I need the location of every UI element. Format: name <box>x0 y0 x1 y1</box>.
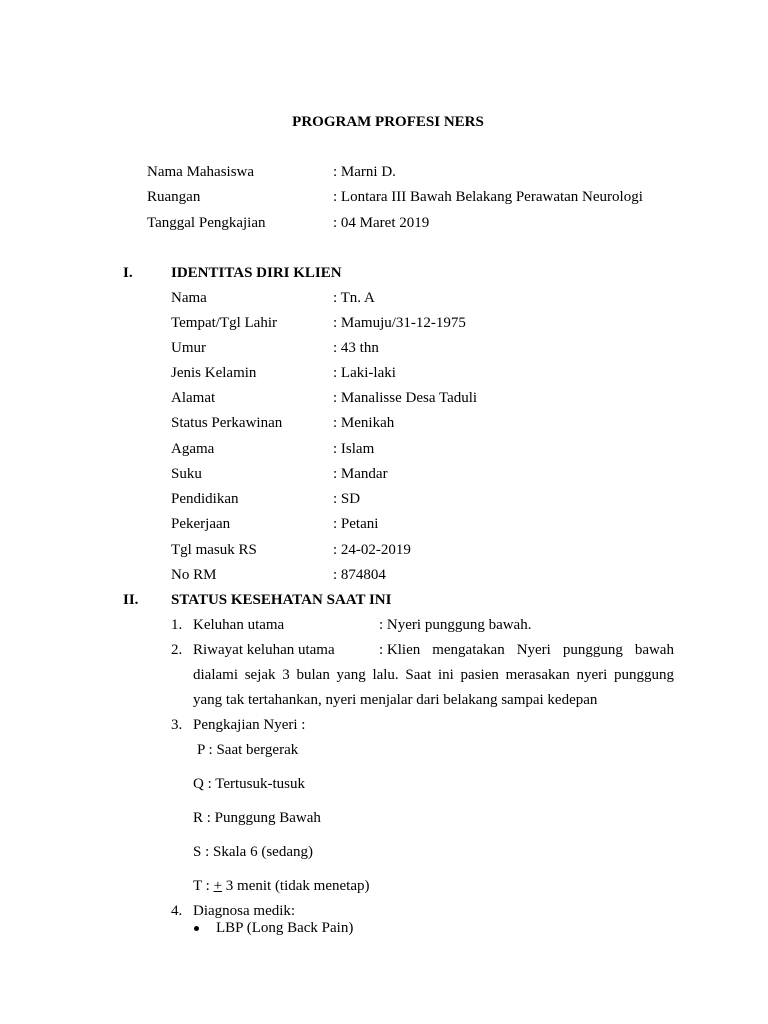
complaint-history-label: Riwayat keluhan utama <box>193 642 335 658</box>
student-name-label: Nama Mahasiswa <box>147 164 255 180</box>
identity-value: : SD <box>333 491 361 507</box>
pain-quality: Q : Tertusuk-tusuk <box>193 776 306 792</box>
pain-time-prefix: T : <box>193 878 214 894</box>
pain-time <box>193 877 369 895</box>
section-heading: IDENTITAS DIRI KLIEN <box>171 265 342 281</box>
identity-value: : Manalisse Desa Taduli <box>333 390 478 406</box>
identity-value: : Petani <box>333 516 379 532</box>
identity-label: Pekerjaan <box>171 516 231 532</box>
item-number: 1. <box>171 617 183 633</box>
plus-minus-symbol: + <box>213 878 223 894</box>
item-number: 2. <box>171 642 183 658</box>
identity-label: Status Perkawinan <box>171 415 283 431</box>
identity-label: Suku <box>171 466 202 482</box>
identity-value: : Menikah <box>333 415 395 431</box>
section-number: I. <box>123 265 133 281</box>
chief-complaint-label: Keluhan utama <box>193 617 285 633</box>
document-title: PROGRAM PROFESI NERS <box>292 114 484 130</box>
bullet-icon <box>194 926 199 931</box>
identity-value: : 24-02-2019 <box>333 542 411 558</box>
word: mengatakan <box>432 642 505 658</box>
room-value: : Lontara III Bawah Belakang Perawatan Neurologi <box>333 189 643 205</box>
word: punggung <box>562 642 623 658</box>
pain-assessment-label: Pengkajian Nyeri : <box>193 717 306 733</box>
identity-label: Agama <box>171 441 215 457</box>
identity-value: : Mamuju/31-12-1975 <box>333 315 466 331</box>
item-number: 3. <box>171 717 183 733</box>
pain-provocation: P : Saat bergerak <box>197 742 299 758</box>
identity-value: : 874804 <box>333 567 386 583</box>
identity-value: : Islam <box>333 441 375 457</box>
identity-value: : 43 thn <box>333 340 379 356</box>
complaint-history-line3: yang tak tertahankan, nyeri menjalar dari belakang sampai kedepan <box>193 692 598 708</box>
identity-label: Pendidikan <box>171 491 239 507</box>
complaint-history-line2: dialami sejak 3 bulan yang lalu. Saat ini pasien merasakan nyeri punggung <box>193 667 674 683</box>
identity-label: Alamat <box>171 390 216 406</box>
student-name-value: : Marni D. <box>333 164 396 180</box>
pain-time-suffix: 3 menit (tidak menetap) <box>222 878 370 894</box>
word: bawah <box>634 642 674 658</box>
pain-region: R : Punggung Bawah <box>193 810 321 826</box>
identity-value: : Tn. A <box>333 290 375 306</box>
identity-label: Tgl masuk RS <box>171 542 257 558</box>
identity-label: Umur <box>171 340 206 356</box>
identity-label: No RM <box>171 567 217 583</box>
identity-value: : Laki-laki <box>333 365 396 381</box>
word: Nyeri <box>516 642 551 658</box>
assessment-date-value: : 04 Maret 2019 <box>333 215 430 231</box>
word: : Klien <box>379 642 421 658</box>
assessment-date-label: Tanggal Pengkajian <box>147 215 266 231</box>
identity-value: : Mandar <box>333 466 388 482</box>
identity-label: Nama <box>171 290 207 306</box>
identity-label: Jenis Kelamin <box>171 365 257 381</box>
diagnosis-item: LBP (Long Back Pain) <box>216 920 354 936</box>
medical-diagnosis-label: Diagnosa medik: <box>193 903 296 919</box>
identity-label: Tempat/Tgl Lahir <box>171 315 277 331</box>
chief-complaint-value: : Nyeri punggung bawah. <box>379 617 532 633</box>
section-heading: STATUS KESEHATAN SAAT INI <box>171 592 392 608</box>
complaint-history-line1 <box>379 641 674 659</box>
item-number: 4. <box>171 903 183 919</box>
section-number: II. <box>123 592 139 608</box>
pain-scale: S : Skala 6 (sedang) <box>193 844 313 860</box>
room-label: Ruangan <box>147 189 201 205</box>
